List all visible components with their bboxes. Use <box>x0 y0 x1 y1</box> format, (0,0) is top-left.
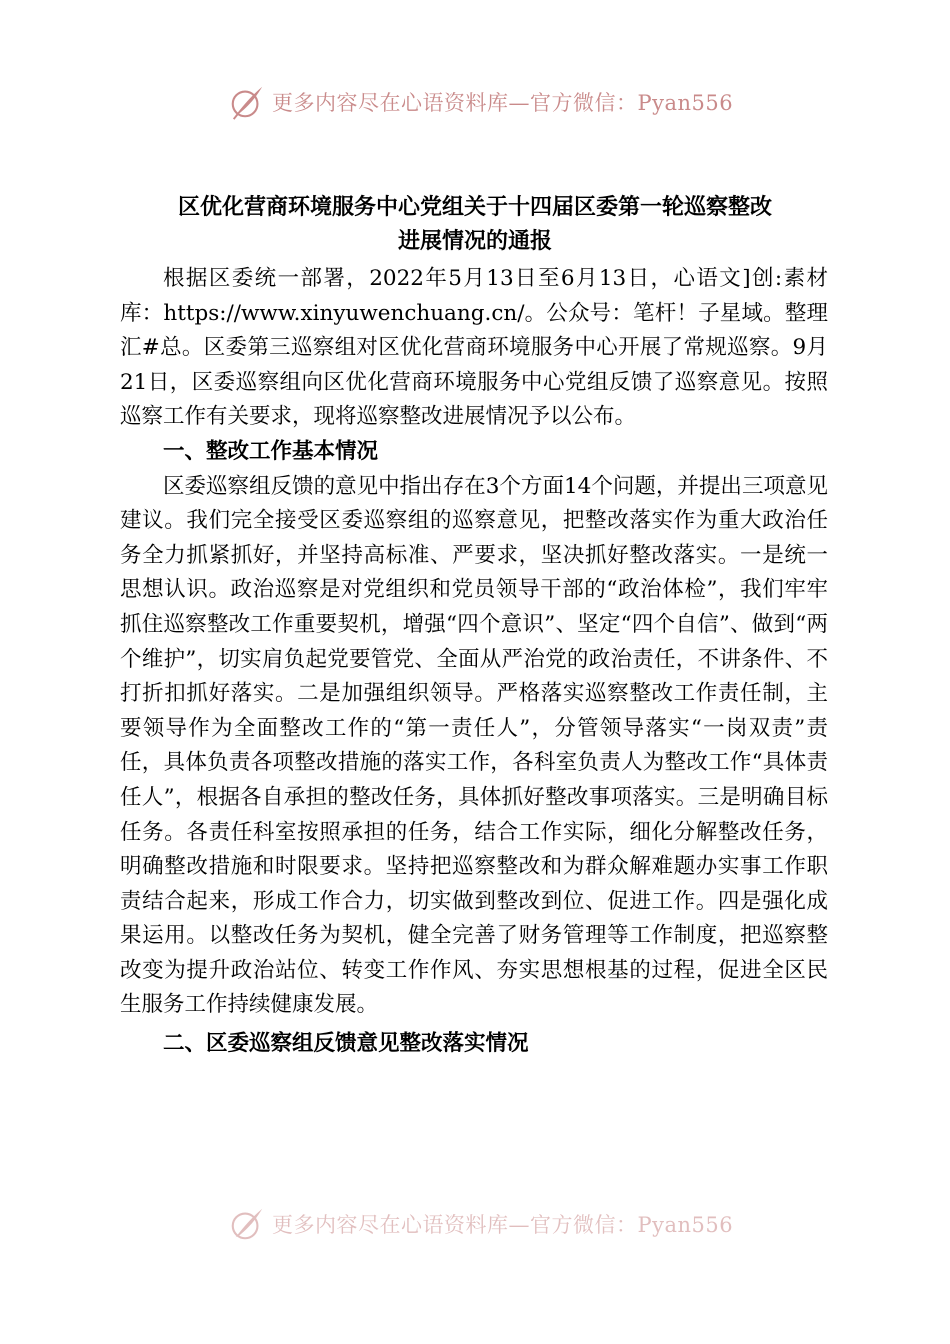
intro-paragraph: 根据区委统一部署，2022年5月13日至6月13日，心语文]创:素材库：https://www.xinyuwenchuang.cn/。公众号：笔杆！子星域。整理汇#总。区委第三巡察组对区优化营商环境服务中心开展了常规巡察。9月21日，区委巡察组向区优化营商环境服务中心党组反馈了巡察意见。按照巡察工作有关要求，现将巡察整改进展情况予以公布。 <box>120 266 828 430</box>
document-body <box>120 262 828 1062</box>
section-1-heading: 一、整改工作基本情况 <box>163 438 379 464</box>
watermark-banner-top <box>228 82 733 122</box>
document-title <box>110 190 840 258</box>
watermark-banner-bottom <box>228 1204 733 1244</box>
title-line-1: 区优化营商环境服务中心党组关于十四届区委第一轮巡察整改 <box>177 194 772 220</box>
watermark-text-bottom: 更多内容尽在心语资料库—官方微信：Pyan556 <box>272 1213 734 1237</box>
section-2-heading: 二、区委巡察组反馈意见整改落实情况 <box>163 1031 529 1057</box>
title-line-2: 进展情况的通报 <box>397 228 552 254</box>
watermark-text: 更多内容尽在心语资料库—官方微信：Pyan556 <box>272 91 734 115</box>
section-1-paragraph: 区委巡察组反馈的意见中指出存在3个方面14个问题，并提出三项意见建议。我们完全接受区委巡察组的巡察意见，把整改落实作为重大政治任务全力抓紧抓好，并坚持高标准、严要求，坚决抓好整改落实。一是统一思想认识。政治巡察是对党组织和党员领导干部的“政治体检”，我们牢牢抓住巡察整改工作重要契机，增强“四个意识”、坚定“四个自信”、做到“两个维护”，切实肩负起党要管党、全面从严治党的政治责任，不讲条件、不打折扣抓好落实。二是加强组织领导。严格落实巡察整改工作责任制，主要领导作为全面整改工作的“第一责任人”，分管领导落实“一岗双责”责任，具体负责各项整改措施的落实工作，各科室负责人为整改工作“具体责任人”，根据各自承担的整改任务，具体抓好整改事项落实。三是明确目标任务。各责任科室按照承担的任务，结合工作实际，细化分解整改任务，明确整改措施和时限要求。坚持把巡察整改和为群众解难题办实事工作职责结合起来，形成工作合力，切实做到整改到位、促进工作。四是强化成果运用。以整改任务为契机，健全完善了财务管理等工作制度，把巡察整改变为提升政治站位、转变工作作风、夯实思想根基的过程，促进全区民生服务工作持续健康发展。 <box>120 473 828 1018</box>
feather-logo-icon <box>228 83 266 121</box>
feather-logo-icon <box>228 1205 266 1243</box>
